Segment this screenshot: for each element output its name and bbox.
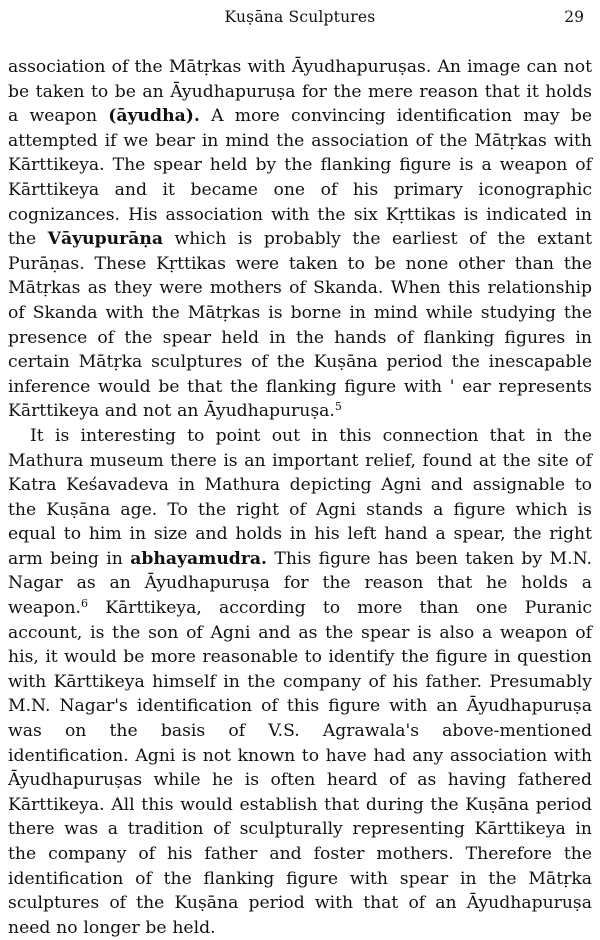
paragraph-2-text-b: This figure has been taken by M.N. Nagar as an Āyudhapuruṣa for the reason that he holds a weapon. (8, 548, 592, 619)
paragraph-1-text-c: which is probably the earliest of the extant Purāṇas. These Kṛttikas were taken to be none other than the Mātṛkas as they were mothers of Skanda. When this relationship of Skanda with the Mātṛkas is borne in mind while studying the presence of the spear held in the hands of flanking figures in certain Mātṛka sculptures of the Kuṣāna period the inescapable inference would be that the flanking figure with ' ear represents Kārttikeya and not an Āyudhapuruṣa. (8, 229, 592, 422)
paragraph-2-text-c: Kārttikeya, according to more than one Puranic account, is the son of Agni and as the spear is also a weapon of his, it would be more reasonable to identify the figure in question with Kārttikeya himself in the company of his father. Presumably M.N. Nagar's identification of this figure with an Āyudhapuruṣa was on the basis of V.S. Agrawala's above-mentioned identification. Agni is not known to have had any association with Āyudhapuruṣas while he is often heard of as having fathered Kārttikeya. All this would establish that during the Kuṣāna period there was a tradition of sculpturally representing Kārttikeya in the company of his father and foster mothers. Therefore the identification of the flanking figure with spear in the Mātṛka sculptures of the Kuṣāna period with that of an Āyudhapuruṣa need no longer be held. (8, 598, 592, 938)
running-title: Kuṣāna Sculptures (224, 8, 376, 26)
paragraph-2 (8, 424, 592, 940)
footnote-ref-5: 5 (334, 400, 342, 414)
body-text (8, 55, 592, 940)
paragraph-2-text-a: It is interesting to point out in this connection that in the Mathura museum there is an important relief, found at the site of Katra Keśavadeva in Mathura depicting Agni and assignable to the Kuṣāna age. To the right of Agni stands a figure which is equal to him in size and holds in his left hand a spear, the right arm being in (8, 425, 592, 569)
term-abhayamudra: abhayamudra. (130, 548, 268, 569)
footnote-ref-6: 6 (81, 597, 89, 611)
term-ayudha: (āyudha). (108, 106, 200, 127)
paragraph-1-text-b: A more convincing identification may be attempted if we bear in mind the association of the Mātṛkas with Kārttikeya. The spear held by the flanking figure is a weapon of Kārttikeya and it became one of his primary iconographic cognizances. His association with the six Kṛttikas is indicated in the (8, 106, 592, 250)
page-header (0, 8, 600, 32)
paragraph-1-text-a: association of the Mātṛkas with Āyudhapuruṣas. An image can not be taken to be an Āyudhapuruṣa for the mere reason that it holds a weapon (8, 57, 592, 127)
paragraph-1 (8, 55, 592, 424)
term-vayupurana: Vāyupurāṇa (47, 229, 163, 250)
page-number: 29 (564, 8, 584, 26)
